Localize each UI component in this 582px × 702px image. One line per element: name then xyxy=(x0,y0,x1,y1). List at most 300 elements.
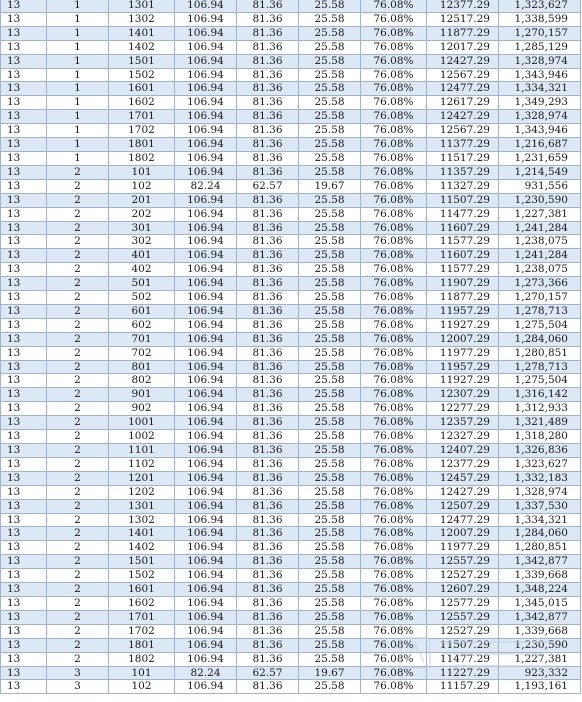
unit-price-cell: 11927.29 xyxy=(427,318,499,332)
shared-area-cell: 25.58 xyxy=(299,638,361,652)
room-cell: 102 xyxy=(109,179,175,193)
unit-price-cell: 11907.29 xyxy=(427,277,499,291)
usage-rate-cell: 76.08% xyxy=(361,346,427,360)
total-price-cell: 1,275,504 xyxy=(499,318,581,332)
unit-cell: 2 xyxy=(47,360,109,374)
unit-cell: 3 xyxy=(47,680,109,694)
unit-price-cell: 11957.29 xyxy=(427,304,499,318)
total-price-cell: 1,193,161 xyxy=(499,680,581,694)
unit-cell: 2 xyxy=(47,304,109,318)
usage-rate-cell: 76.08% xyxy=(361,207,427,221)
room-cell: 1601 xyxy=(109,82,175,96)
table-row xyxy=(1,40,581,54)
usage-rate-cell: 76.08% xyxy=(361,249,427,263)
room-cell: 1802 xyxy=(109,151,175,165)
usage-rate-cell: 76.08% xyxy=(361,416,427,430)
room-cell: 1801 xyxy=(109,638,175,652)
unit-price-cell: 12527.29 xyxy=(427,624,499,638)
unit-cell: 1 xyxy=(47,151,109,165)
unit-price-cell: 11507.29 xyxy=(427,638,499,652)
inner-area-cell: 81.36 xyxy=(237,110,299,124)
total-price-cell: 1,337,530 xyxy=(499,499,581,513)
floor-area-cell: 106.94 xyxy=(175,221,237,235)
unit-price-cell: 12377.29 xyxy=(427,457,499,471)
inner-area-cell: 81.36 xyxy=(237,360,299,374)
unit-price-cell: 11507.29 xyxy=(427,193,499,207)
room-cell: 902 xyxy=(109,402,175,416)
room-cell: 1402 xyxy=(109,541,175,555)
shared-area-cell: 25.58 xyxy=(299,485,361,499)
room-cell: 1302 xyxy=(109,513,175,527)
building-cell: 13 xyxy=(1,388,47,402)
room-cell: 1501 xyxy=(109,54,175,68)
table-row xyxy=(1,624,581,638)
floor-area-cell: 106.94 xyxy=(175,541,237,555)
room-cell: 1501 xyxy=(109,555,175,569)
floor-area-cell: 106.94 xyxy=(175,249,237,263)
total-price-cell: 1,326,836 xyxy=(499,444,581,458)
table-row xyxy=(1,26,581,40)
unit-price-cell: 12527.29 xyxy=(427,569,499,583)
total-price-cell: 1,321,489 xyxy=(499,416,581,430)
room-cell: 1101 xyxy=(109,444,175,458)
shared-area-cell: 25.58 xyxy=(299,346,361,360)
usage-rate-cell: 76.08% xyxy=(361,332,427,346)
usage-rate-cell: 76.08% xyxy=(361,165,427,179)
room-cell: 101 xyxy=(109,666,175,680)
table-row xyxy=(1,596,581,610)
inner-area-cell: 81.36 xyxy=(237,583,299,597)
room-cell: 901 xyxy=(109,388,175,402)
building-cell: 13 xyxy=(1,304,47,318)
unit-cell: 2 xyxy=(47,263,109,277)
total-price-cell: 1,332,183 xyxy=(499,471,581,485)
total-price-cell: 1,339,668 xyxy=(499,624,581,638)
shared-area-cell: 25.58 xyxy=(299,26,361,40)
shared-area-cell: 25.58 xyxy=(299,360,361,374)
floor-area-cell: 106.94 xyxy=(175,54,237,68)
shared-area-cell: 25.58 xyxy=(299,138,361,152)
total-price-cell: 1,334,321 xyxy=(499,82,581,96)
building-cell: 13 xyxy=(1,360,47,374)
total-price-cell: 1,328,974 xyxy=(499,485,581,499)
unit-price-cell: 12307.29 xyxy=(427,388,499,402)
total-price-cell: 1,345,015 xyxy=(499,596,581,610)
total-price-cell: 1,284,060 xyxy=(499,332,581,346)
table-row xyxy=(1,82,581,96)
table-row xyxy=(1,499,581,513)
usage-rate-cell: 76.08% xyxy=(361,374,427,388)
total-price-cell: 1,343,946 xyxy=(499,124,581,138)
usage-rate-cell: 76.08% xyxy=(361,499,427,513)
building-cell: 13 xyxy=(1,402,47,416)
usage-rate-cell: 76.08% xyxy=(361,277,427,291)
floor-area-cell: 106.94 xyxy=(175,124,237,138)
inner-area-cell: 81.36 xyxy=(237,151,299,165)
unit-price-cell: 12427.29 xyxy=(427,110,499,124)
total-price-cell: 1,343,946 xyxy=(499,68,581,82)
shared-area-cell: 25.58 xyxy=(299,583,361,597)
total-price-cell: 1,231,659 xyxy=(499,151,581,165)
inner-area-cell: 81.36 xyxy=(237,207,299,221)
floor-area-cell: 106.94 xyxy=(175,444,237,458)
unit-cell: 2 xyxy=(47,402,109,416)
shared-area-cell: 25.58 xyxy=(299,388,361,402)
building-cell: 13 xyxy=(1,110,47,124)
shared-area-cell: 25.58 xyxy=(299,499,361,513)
unit-price-cell: 12357.29 xyxy=(427,416,499,430)
floor-area-cell: 106.94 xyxy=(175,680,237,694)
table-row xyxy=(1,263,581,277)
building-cell: 13 xyxy=(1,193,47,207)
usage-rate-cell: 76.08% xyxy=(361,471,427,485)
shared-area-cell: 25.58 xyxy=(299,0,361,12)
shared-area-cell: 25.58 xyxy=(299,318,361,332)
building-cell: 13 xyxy=(1,457,47,471)
room-cell: 1602 xyxy=(109,596,175,610)
room-cell: 502 xyxy=(109,291,175,305)
unit-price-cell: 12427.29 xyxy=(427,485,499,499)
unit-price-cell: 11577.29 xyxy=(427,263,499,277)
inner-area-cell: 81.36 xyxy=(237,221,299,235)
unit-cell: 1 xyxy=(47,138,109,152)
table-row xyxy=(1,96,581,110)
building-cell: 13 xyxy=(1,54,47,68)
inner-area-cell: 81.36 xyxy=(237,541,299,555)
total-price-cell: 1,328,974 xyxy=(499,54,581,68)
table-row xyxy=(1,471,581,485)
total-price-cell: 931,556 xyxy=(499,179,581,193)
usage-rate-cell: 76.08% xyxy=(361,360,427,374)
floor-area-cell: 106.94 xyxy=(175,527,237,541)
unit-price-cell: 11607.29 xyxy=(427,249,499,263)
room-cell: 1802 xyxy=(109,652,175,666)
floor-area-cell: 106.94 xyxy=(175,332,237,346)
building-cell: 13 xyxy=(1,235,47,249)
shared-area-cell: 25.58 xyxy=(299,444,361,458)
usage-rate-cell: 76.08% xyxy=(361,457,427,471)
unit-cell: 2 xyxy=(47,624,109,638)
table-row xyxy=(1,610,581,624)
usage-rate-cell: 76.08% xyxy=(361,124,427,138)
building-cell: 13 xyxy=(1,569,47,583)
table-row xyxy=(1,332,581,346)
room-cell: 102 xyxy=(109,680,175,694)
unit-cell: 1 xyxy=(47,40,109,54)
unit-price-cell: 11977.29 xyxy=(427,541,499,555)
usage-rate-cell: 76.08% xyxy=(361,541,427,555)
inner-area-cell: 81.36 xyxy=(237,40,299,54)
usage-rate-cell: 76.08% xyxy=(361,12,427,26)
building-cell: 13 xyxy=(1,68,47,82)
unit-price-cell: 12017.29 xyxy=(427,40,499,54)
total-price-cell: 1,312,933 xyxy=(499,402,581,416)
total-price-cell: 1,349,293 xyxy=(499,96,581,110)
unit-price-cell: 12567.29 xyxy=(427,124,499,138)
room-cell: 302 xyxy=(109,235,175,249)
total-price-cell: 1,348,224 xyxy=(499,583,581,597)
total-price-cell: 1,334,321 xyxy=(499,513,581,527)
inner-area-cell: 81.36 xyxy=(237,165,299,179)
shared-area-cell: 25.58 xyxy=(299,193,361,207)
unit-cell: 2 xyxy=(47,318,109,332)
shared-area-cell: 25.58 xyxy=(299,430,361,444)
unit-cell: 2 xyxy=(47,179,109,193)
usage-rate-cell: 76.08% xyxy=(361,666,427,680)
inner-area-cell: 81.36 xyxy=(237,430,299,444)
shared-area-cell: 25.58 xyxy=(299,610,361,624)
table-row xyxy=(1,652,581,666)
usage-rate-cell: 76.08% xyxy=(361,402,427,416)
unit-price-cell: 11477.29 xyxy=(427,207,499,221)
usage-rate-cell: 76.08% xyxy=(361,110,427,124)
shared-area-cell: 25.58 xyxy=(299,235,361,249)
floor-area-cell: 106.94 xyxy=(175,346,237,360)
building-cell: 13 xyxy=(1,96,47,110)
inner-area-cell: 81.36 xyxy=(237,0,299,12)
usage-rate-cell: 76.08% xyxy=(361,513,427,527)
inner-area-cell: 81.36 xyxy=(237,374,299,388)
floor-area-cell: 106.94 xyxy=(175,0,237,12)
inner-area-cell: 81.36 xyxy=(237,444,299,458)
unit-price-cell: 12007.29 xyxy=(427,527,499,541)
shared-area-cell: 19.67 xyxy=(299,179,361,193)
shared-area-cell: 25.58 xyxy=(299,82,361,96)
table-row xyxy=(1,193,581,207)
building-cell: 13 xyxy=(1,151,47,165)
table-row xyxy=(1,346,581,360)
usage-rate-cell: 76.08% xyxy=(361,555,427,569)
inner-area-cell: 81.36 xyxy=(237,499,299,513)
unit-price-cell: 12517.29 xyxy=(427,12,499,26)
building-cell: 13 xyxy=(1,430,47,444)
shared-area-cell: 25.58 xyxy=(299,555,361,569)
room-cell: 1002 xyxy=(109,430,175,444)
room-cell: 1701 xyxy=(109,610,175,624)
room-cell: 202 xyxy=(109,207,175,221)
unit-price-cell: 12377.29 xyxy=(427,0,499,12)
building-cell: 13 xyxy=(1,513,47,527)
unit-price-cell: 11877.29 xyxy=(427,291,499,305)
unit-price-cell: 12477.29 xyxy=(427,513,499,527)
unit-price-cell: 11477.29 xyxy=(427,652,499,666)
floor-area-cell: 106.94 xyxy=(175,82,237,96)
total-price-cell: 1,241,284 xyxy=(499,249,581,263)
unit-price-cell: 11327.29 xyxy=(427,179,499,193)
shared-area-cell: 25.58 xyxy=(299,151,361,165)
room-cell: 1201 xyxy=(109,471,175,485)
unit-cell: 2 xyxy=(47,374,109,388)
unit-cell: 2 xyxy=(47,207,109,221)
unit-price-cell: 12617.29 xyxy=(427,96,499,110)
room-cell: 1302 xyxy=(109,12,175,26)
building-cell: 13 xyxy=(1,666,47,680)
room-cell: 1702 xyxy=(109,124,175,138)
table-row xyxy=(1,430,581,444)
inner-area-cell: 81.36 xyxy=(237,346,299,360)
floor-area-cell: 106.94 xyxy=(175,193,237,207)
floor-area-cell: 106.94 xyxy=(175,151,237,165)
building-cell: 13 xyxy=(1,291,47,305)
table-row xyxy=(1,485,581,499)
unit-price-cell: 12327.29 xyxy=(427,430,499,444)
shared-area-cell: 25.58 xyxy=(299,596,361,610)
shared-area-cell: 25.58 xyxy=(299,471,361,485)
table-row xyxy=(1,68,581,82)
unit-cell: 1 xyxy=(47,68,109,82)
floor-area-cell: 106.94 xyxy=(175,318,237,332)
floor-area-cell: 106.94 xyxy=(175,263,237,277)
building-cell: 13 xyxy=(1,138,47,152)
table-row xyxy=(1,555,581,569)
inner-area-cell: 81.36 xyxy=(237,291,299,305)
room-cell: 1702 xyxy=(109,624,175,638)
table-row xyxy=(1,402,581,416)
total-price-cell: 1,273,366 xyxy=(499,277,581,291)
floor-area-cell: 106.94 xyxy=(175,555,237,569)
inner-area-cell: 81.36 xyxy=(237,304,299,318)
total-price-cell: 1,338,599 xyxy=(499,12,581,26)
room-cell: 1401 xyxy=(109,527,175,541)
building-cell: 13 xyxy=(1,444,47,458)
room-cell: 1502 xyxy=(109,569,175,583)
table-row xyxy=(1,583,581,597)
table-row xyxy=(1,124,581,138)
usage-rate-cell: 76.08% xyxy=(361,221,427,235)
unit-price-cell: 11357.29 xyxy=(427,165,499,179)
usage-rate-cell: 76.08% xyxy=(361,263,427,277)
floor-area-cell: 106.94 xyxy=(175,291,237,305)
building-cell: 13 xyxy=(1,624,47,638)
building-cell: 13 xyxy=(1,249,47,263)
table-row xyxy=(1,165,581,179)
unit-cell: 2 xyxy=(47,485,109,499)
inner-area-cell: 81.36 xyxy=(237,610,299,624)
inner-area-cell: 81.36 xyxy=(237,249,299,263)
usage-rate-cell: 76.08% xyxy=(361,652,427,666)
shared-area-cell: 25.58 xyxy=(299,12,361,26)
inner-area-cell: 81.36 xyxy=(237,332,299,346)
inner-area-cell: 81.36 xyxy=(237,555,299,569)
unit-cell: 2 xyxy=(47,513,109,527)
room-cell: 1801 xyxy=(109,138,175,152)
room-cell: 101 xyxy=(109,165,175,179)
inner-area-cell: 81.36 xyxy=(237,235,299,249)
unit-cell: 2 xyxy=(47,555,109,569)
floor-area-cell: 106.94 xyxy=(175,457,237,471)
usage-rate-cell: 76.08% xyxy=(361,638,427,652)
unit-price-cell: 12607.29 xyxy=(427,583,499,597)
unit-cell: 2 xyxy=(47,430,109,444)
floor-area-cell: 106.94 xyxy=(175,402,237,416)
unit-price-cell: 12407.29 xyxy=(427,444,499,458)
building-cell: 13 xyxy=(1,26,47,40)
room-cell: 501 xyxy=(109,277,175,291)
inner-area-cell: 81.36 xyxy=(237,416,299,430)
unit-cell: 2 xyxy=(47,652,109,666)
unit-cell: 2 xyxy=(47,249,109,263)
total-price-cell: 1,278,713 xyxy=(499,360,581,374)
unit-cell: 2 xyxy=(47,332,109,346)
shared-area-cell: 25.58 xyxy=(299,207,361,221)
shared-area-cell: 25.58 xyxy=(299,513,361,527)
table-row xyxy=(1,221,581,235)
unit-cell: 1 xyxy=(47,124,109,138)
room-cell: 301 xyxy=(109,221,175,235)
inner-area-cell: 81.36 xyxy=(237,652,299,666)
inner-area-cell: 81.36 xyxy=(237,96,299,110)
unit-price-cell: 12557.29 xyxy=(427,610,499,624)
total-price-cell: 1,227,381 xyxy=(499,207,581,221)
floor-area-cell: 106.94 xyxy=(175,68,237,82)
shared-area-cell: 25.58 xyxy=(299,124,361,138)
shared-area-cell: 25.58 xyxy=(299,110,361,124)
building-cell: 13 xyxy=(1,610,47,624)
table-row xyxy=(1,457,581,471)
inner-area-cell: 81.36 xyxy=(237,124,299,138)
floor-area-cell: 106.94 xyxy=(175,207,237,221)
usage-rate-cell: 76.08% xyxy=(361,179,427,193)
table-row xyxy=(1,179,581,193)
unit-price-cell: 11607.29 xyxy=(427,221,499,235)
total-price-cell: 1,285,129 xyxy=(499,40,581,54)
table-body xyxy=(1,0,581,694)
usage-rate-cell: 76.08% xyxy=(361,40,427,54)
total-price-cell: 1,230,590 xyxy=(499,638,581,652)
unit-cell: 2 xyxy=(47,638,109,652)
usage-rate-cell: 76.08% xyxy=(361,96,427,110)
room-cell: 1602 xyxy=(109,96,175,110)
usage-rate-cell: 76.08% xyxy=(361,235,427,249)
unit-cell: 1 xyxy=(47,54,109,68)
total-price-cell: 1,284,060 xyxy=(499,527,581,541)
table-row xyxy=(1,541,581,555)
table-row xyxy=(1,277,581,291)
total-price-cell: 1,270,157 xyxy=(499,26,581,40)
room-cell: 1102 xyxy=(109,457,175,471)
unit-cell: 2 xyxy=(47,569,109,583)
usage-rate-cell: 76.08% xyxy=(361,0,427,12)
total-price-cell: 1,227,381 xyxy=(499,652,581,666)
shared-area-cell: 25.58 xyxy=(299,541,361,555)
usage-rate-cell: 76.08% xyxy=(361,26,427,40)
unit-cell: 2 xyxy=(47,471,109,485)
unit-cell: 2 xyxy=(47,193,109,207)
usage-rate-cell: 76.08% xyxy=(361,485,427,499)
building-cell: 13 xyxy=(1,0,47,12)
unit-cell: 1 xyxy=(47,26,109,40)
room-cell: 1301 xyxy=(109,0,175,12)
shared-area-cell: 25.58 xyxy=(299,68,361,82)
total-price-cell: 1,270,157 xyxy=(499,291,581,305)
inner-area-cell: 81.36 xyxy=(237,26,299,40)
table-row xyxy=(1,207,581,221)
table-row xyxy=(1,666,581,680)
usage-rate-cell: 76.08% xyxy=(361,138,427,152)
usage-rate-cell: 76.08% xyxy=(361,304,427,318)
total-price-cell: 1,316,142 xyxy=(499,388,581,402)
inner-area-cell: 81.36 xyxy=(237,277,299,291)
inner-area-cell: 81.36 xyxy=(237,624,299,638)
unit-cell: 2 xyxy=(47,457,109,471)
table-row xyxy=(1,374,581,388)
usage-rate-cell: 76.08% xyxy=(361,444,427,458)
inner-area-cell: 81.36 xyxy=(237,82,299,96)
room-cell: 1402 xyxy=(109,40,175,54)
table-row xyxy=(1,360,581,374)
shared-area-cell: 25.58 xyxy=(299,165,361,179)
unit-cell: 1 xyxy=(47,96,109,110)
